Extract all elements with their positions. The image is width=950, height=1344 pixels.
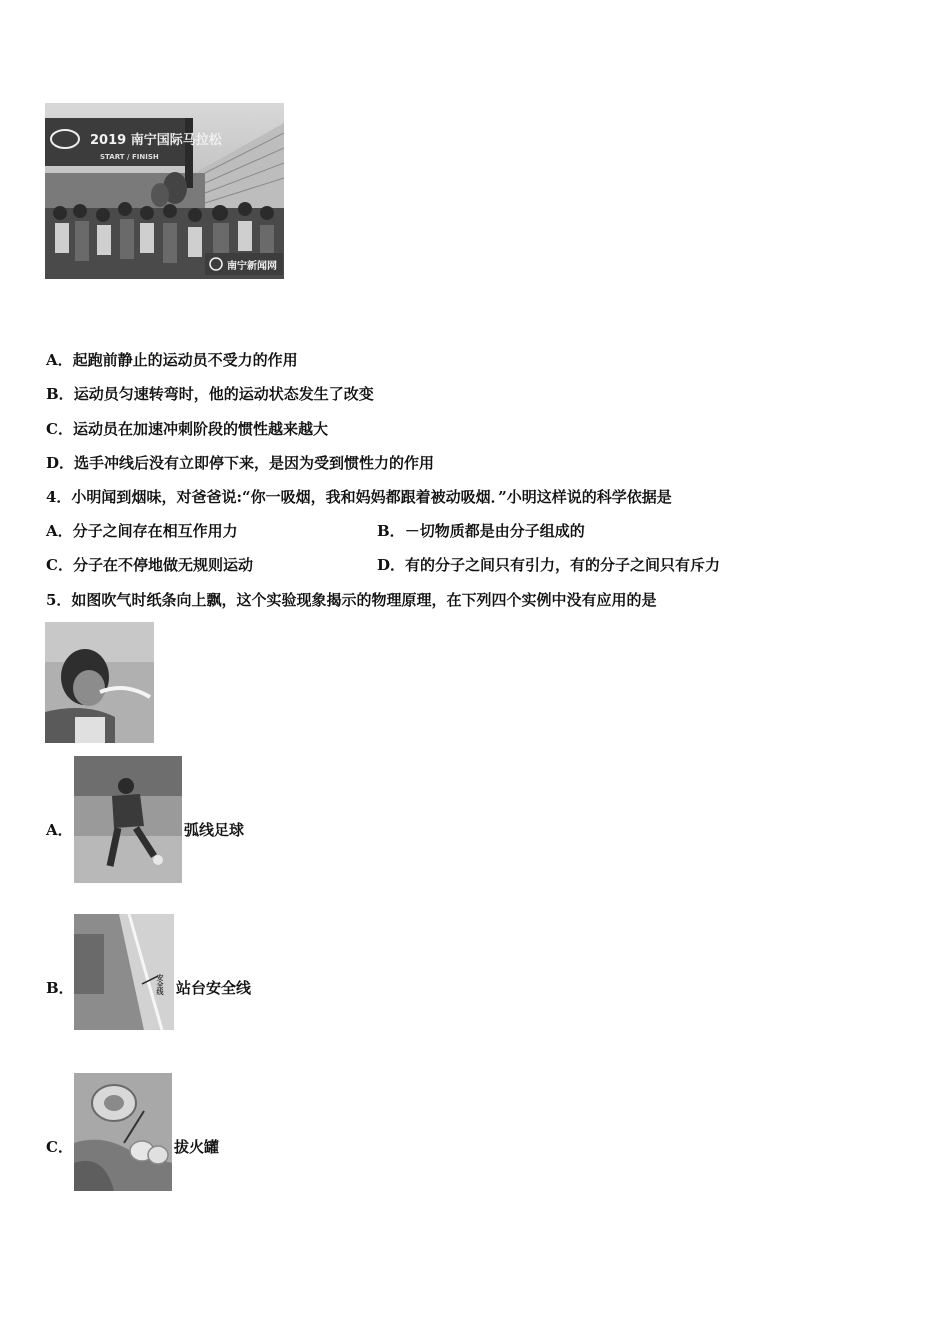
q3-option-d[interactable] xyxy=(46,453,434,473)
option-text: 运动员匀速转弯时，他的运动状态发生了改变 xyxy=(73,385,374,403)
option-text: 起跑前静止的运动员不受力的作用 xyxy=(72,351,298,369)
option-text: 有的分子之间只有引力，有的分子之间只有斥力 xyxy=(405,556,721,574)
option-label: A． xyxy=(46,522,73,540)
q5-option-a-label[interactable]: A． xyxy=(46,821,73,839)
option-text: －切物质都是由分子组成的 xyxy=(404,522,585,540)
option-text: 分子之间存在相互作用力 xyxy=(72,522,238,540)
option-label: D． xyxy=(46,454,75,472)
safety-line-sign: 安全线 xyxy=(156,974,164,995)
option-text: 分子在不停地做无规则运动 xyxy=(72,556,253,574)
q4-option-c[interactable] xyxy=(46,555,253,575)
q4-stem: 4．小明闻到烟味，对爸爸说:“你一吸烟，我和妈妈都跟着被动吸烟．”小明这样说的科学依据是 xyxy=(46,488,672,506)
q3-option-c[interactable] xyxy=(46,419,328,439)
blowing-paper-photo xyxy=(45,622,154,743)
watermark: 南宁新闻网 xyxy=(227,261,277,272)
q4-option-b[interactable] xyxy=(377,521,585,541)
option-label: D． xyxy=(377,556,406,574)
q5-option-b-caption: 站台安全线 xyxy=(176,979,252,997)
option-label: A． xyxy=(46,351,73,369)
q5-stem: 5．如图吹气时纸条向上飘，这个实验现象揭示的物理原理，在下列四个实例中没有应用的是 xyxy=(46,591,657,609)
q3-option-b[interactable] xyxy=(46,384,374,404)
platform-photo xyxy=(74,914,174,1030)
banner-subtext: START / FINISH xyxy=(100,153,159,161)
q4-option-a[interactable] xyxy=(46,521,238,541)
option-label: C． xyxy=(46,420,73,438)
q5-option-c-caption: 拔火罐 xyxy=(174,1138,220,1156)
option-label: B． xyxy=(46,385,74,403)
option-text: 运动员在加速冲刺阶段的惯性越来越大 xyxy=(72,420,328,438)
banner-text: 2019 南宁国际马拉松 xyxy=(90,133,222,148)
option-label: C． xyxy=(46,556,73,574)
cupping-photo xyxy=(74,1073,172,1191)
q4-option-d[interactable] xyxy=(377,555,720,575)
football-photo xyxy=(74,756,182,883)
option-text: 选手冲线后没有立即停下来，是因为受到惯性力的作用 xyxy=(74,454,435,472)
option-label: B． xyxy=(377,522,405,540)
q3-option-a[interactable] xyxy=(46,350,298,370)
q5-option-b-label[interactable]: B． xyxy=(46,979,74,997)
q5-option-c-label[interactable]: C． xyxy=(46,1138,73,1156)
q5-option-a-caption: 弧线足球 xyxy=(184,821,245,839)
marathon-photo xyxy=(45,103,284,279)
